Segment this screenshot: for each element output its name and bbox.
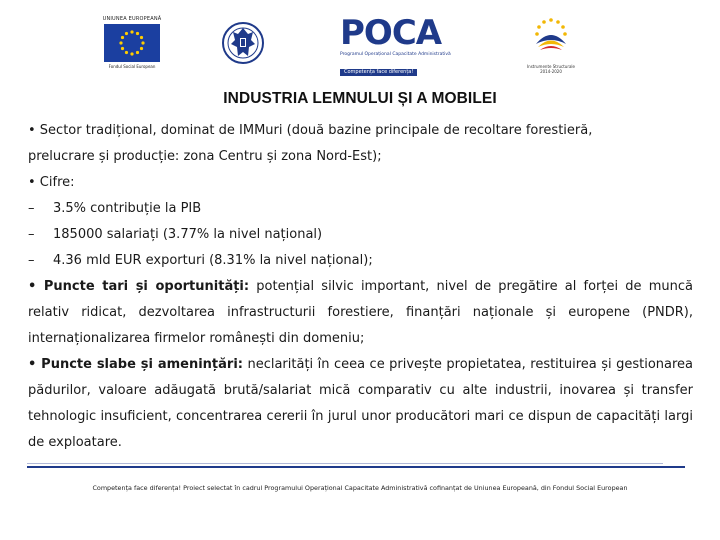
page-title: INDUSTRIA LEMNULUI ȘI A MOBILEI [223, 90, 497, 107]
figures-heading: • Cifre: [28, 175, 75, 190]
footer-text: Competența face diferența! Proiect selectat în cadrul Programului Operațional Capacitate Administrativă cofinanțat de Uniunea Europeană, din Fondul Social European [92, 484, 628, 492]
weaknesses-text: neclarități în ceea ce privește propietatea, restituirea și gestionarea pădurilor, valoare adăugată brută/salariat mică comparativ cu alte industrii, inovarea și transfer tehnologic insuficient, concentrarea cererii în jurul unor producători mari ce dispun de capacități largi de exploatare. [28, 357, 694, 450]
dash-bullet: – [28, 227, 35, 242]
dash-bullet: – [28, 201, 35, 216]
poca-program-text: Programul Operațional Capacitate Administrativă [340, 52, 451, 57]
strengths-paragraph [28, 274, 693, 352]
dash-bullet: – [28, 253, 35, 268]
poca-wordmark: POCA [340, 13, 442, 53]
strengths-heading: • Puncte tari și oportunități: [28, 279, 250, 294]
main-content [28, 118, 693, 456]
logo-bar [0, 10, 720, 78]
eu-flag-icon [104, 24, 160, 62]
poca-logo [340, 14, 464, 76]
list-item [28, 248, 693, 274]
sector-text-line-2: prelucrare și producție: zona Centru și zona Nord-Est); [28, 149, 382, 164]
eu-logo-top-text: UNIUNEA EUROPEANĂ [102, 16, 162, 22]
structural-funds-period: 2014-2020 [540, 69, 562, 74]
eu-logo [100, 16, 164, 74]
stat-gdp: 3.5% contribuție la PIB [53, 201, 202, 216]
list-item [28, 222, 693, 248]
poca-tagline: Competența face diferența! [340, 69, 417, 76]
eu-logo-bottom-text: Fondul Social European [108, 64, 156, 69]
romanian-government-crest-icon [222, 14, 264, 72]
strengths-text: potențial silvic important, nivel de pregătire al forței de muncă relativ ridicat, dezvoltarea infrastructurii forestiere, finanțări naționale și europene (PNDR), internaționalizarea firmelor românești din domeniu; [28, 279, 693, 346]
structural-funds-logo [522, 14, 580, 78]
stat-exports: 4.36 mld EUR exporturi (8.31% la nivel național); [53, 253, 373, 268]
stat-employees: 185000 salariați (3.77% la nivel național) [53, 227, 323, 242]
divider [27, 466, 685, 468]
sector-text-line-1: • Sector tradițional, dominat de IMMuri (două bazine principale de recoltare forestieră, [28, 123, 593, 138]
structural-funds-emblem-icon [522, 14, 580, 60]
structural-funds-text: Instrumente Structurale [527, 64, 575, 69]
divider-light [27, 463, 663, 464]
weaknesses-heading: • Puncte slabe și amenințări: [28, 357, 243, 372]
weaknesses-paragraph [28, 352, 693, 456]
list-item [28, 196, 693, 222]
